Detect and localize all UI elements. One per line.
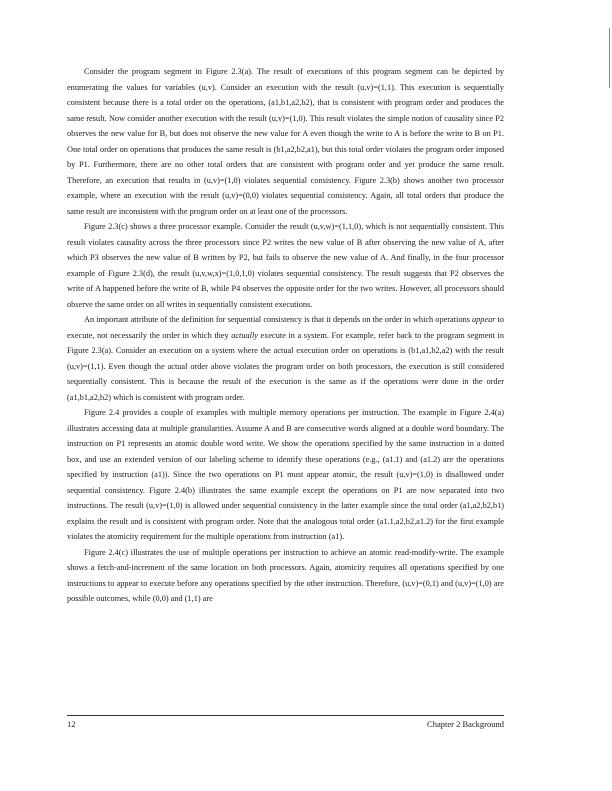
paragraph-3-after: execute in a system. For example, refer back to the program segment in Figure 2.3(a). Consider an execution on a system where the actual execution order on operations is (b1,a1,b2,a2) with the result (u,v)=(1,1). Even though the actual order above violates the program order on both processors, the execution is still considered sequentially consistent. This is because the result of the execution is the same as if the operations were done in the order (a1,b1,a2,b2) which is consistent with program order.: [67, 330, 504, 402]
paragraph-3-middle: to execute, not necessarily the order in which they: [67, 315, 504, 340]
page-footer: [67, 719, 504, 729]
paragraph-5: Figure 2.4(c) illustrates the use of multiple operations per instruction to achieve an atomic read-modify-write. The example shows a fetch-and-increment of the same location on both processors. Again, atomicity requires all operations specified by one instructions to appear to execute before any operations specified by the other instruction. Therefore, (u,v)=(0,1) and (u,v)=(1,0) are possible outcomes, while (0,0) and (1,1) are: [67, 547, 504, 603]
paragraph-1: Consider the program segment in Figure 2.3(a). The result of executions of this program segment can be depicted by enumerating the values for variables (u,v). Consider an execution with the result (u,v)=(1,1). This execution is sequentially consistent because there is a total order on the operations, (a1,b1,a2,b2), that is consistent with program order and produces the same result. Now consider another execution with the result (u,v)=(1,0). This result violates the simple notion of causality since P2 observes the new value for B, but does not observe the new value for A even though the write to A is before the write to B on P1. One total order on operations that produces the same result is (b1,a2,b2,a1), but this total order violates the program order imposed by P1. Furthermore, there are no other total orders that are consistent with program order and yet produce the same result. Therefore, an execution that results in (u,v)=(1,0) violates sequential consistency. Figure 2.3(b) shows another two processor example, where an execution with the result (u,v)=(0,0) violates sequential consistency. Again, all total orders that produce the same result are inconsistent with the program order on at least one of the processors.: [67, 67, 504, 216]
paragraph-4: Figure 2.4 provides a couple of examples with multiple memory operations per instruction. The example in Figure 2.4(a) illustrates accessing data at multiple granularities. Assume A and B are consecutive words aligned at a double word boundary. The instruction on P1 represents an atomic double word write. We show the operations specified by the same instruction in a dotted box, and use an extended version of our labeling scheme to identify these operations (e.g., (a1.1) and (a1.2) are the operations specified by instruction (a1)). Since the two operations on P1 must appear atomic, the result (u,v)=(1,0) is disallowed under sequential consistency. Figure 2.4(b) illustrates the same example except the operations on P1 are now separated into two instructions. The result (u,v)=(1,0) is allowed under sequential consistency in the latter example since the total order (a1,a2,b2,b1) explains the result and is consistent with program order. Note that the analogous total order (a1.1,a2,b2,a1.2) for the first example violates the atomicity requirement for the multiple operations from instruction (a1).: [67, 408, 504, 541]
chapter-label: Chapter 2 Background: [427, 719, 504, 729]
footer-rule: [67, 715, 504, 716]
paragraph-3-emphasis-actually: actually: [231, 330, 258, 340]
paragraph-2: Figure 2.3(c) shows a three processor example. Consider the result (u,v,w)=(1,1,0), which is not sequentially consistent. This result violates causality across the three processors since P2 writes the new value of B after observing the new value of A, after which P3 observes the new value of B written by P2, but fails to observe the new value of A. And finally, in the four processor example of Figure 2.3(d), the result (u,v,w,x)=(1,0,1,0) violates sequential consistency. The result suggests that P2 observes the write of A happened before the write of B, while P4 observes the opposite order for the two writes. However, all processors should observe the same order on all writes in sequentially consistent executions.: [67, 222, 504, 309]
paragraph-3-before: An important attribute of the definition for sequential consistency is that it depends on the order in which operations: [84, 315, 472, 324]
body-text: [67, 64, 504, 607]
paragraph-3-emphasis-appear: appear: [471, 315, 496, 324]
paragraph-3: [67, 312, 504, 405]
scan-edge-mark: [609, 28, 610, 88]
page-number: 12: [67, 719, 76, 729]
